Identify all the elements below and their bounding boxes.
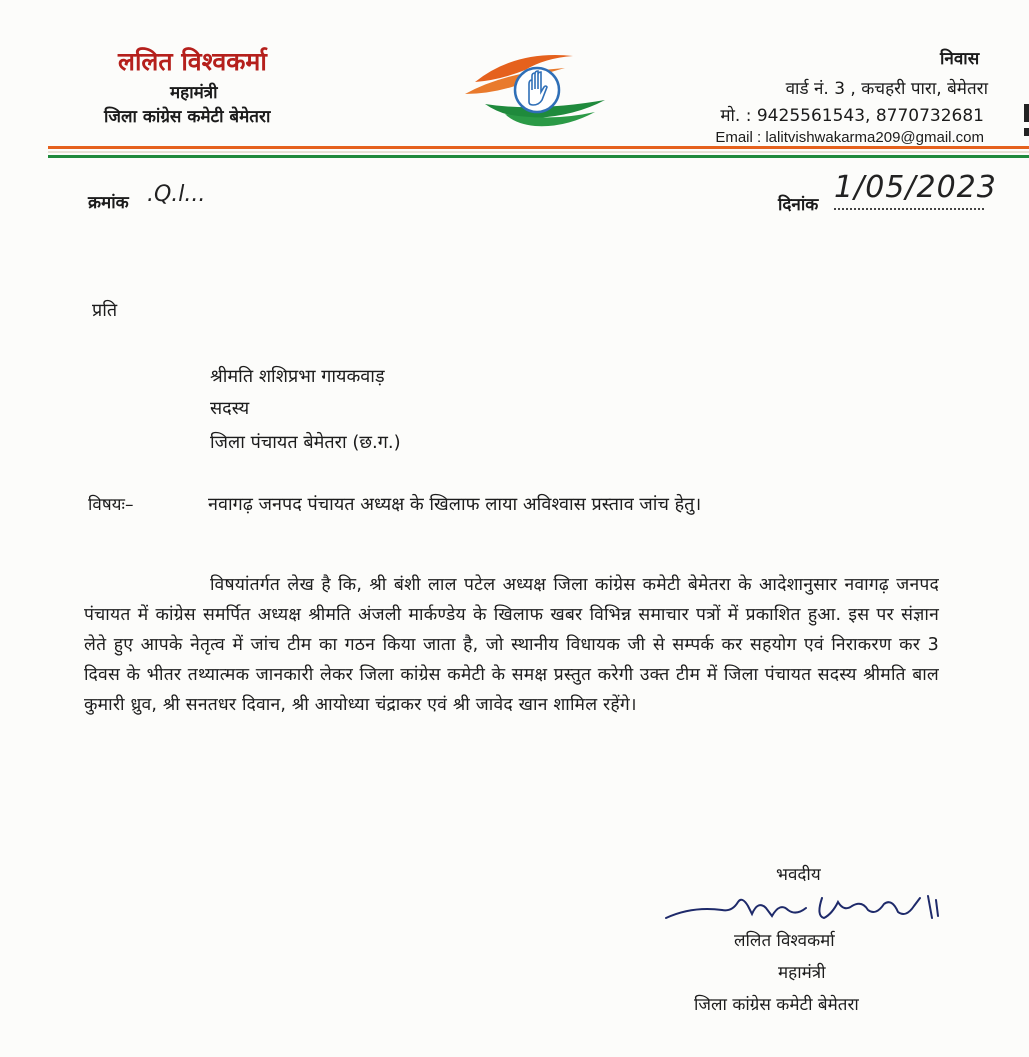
date-label: दिनांक bbox=[778, 195, 819, 215]
signatory-designation: महामंत्री bbox=[778, 963, 826, 983]
edge-mark bbox=[1024, 128, 1029, 136]
phone-numbers: मो. : 9425561543, 8770732681 bbox=[720, 106, 984, 126]
subject-text: नवागढ़ जनपद पंचायत अध्यक्ष के खिलाफ लाया अविश्वास प्रस्ताव जांच हेतु। bbox=[208, 494, 702, 515]
letter-body: विषयांतर्गत लेख है कि, श्री बंशी लाल पटेल अध्यक्ष जिला कांग्रेस कमेटी बेमेतरा के आदेशानुसार नवागढ़ जनपद पंचायत में कांग्रेस समर्पित अध्यक्ष श्रीमति अंजली मार्कण्डेय के खिलाफ खबर विभिन्न समाचार पत्रों में प्रकाशित हुआ. इस पर संज्ञान लेते हुए आपके नेतृत्व में जांच टीम का गठन किया जाता है, जो स्थानीय विधायक जी से सम्पर्क कर सहयोग एवं निराकरण कर 3 दिवस के भीतर तथ्यात्मक जानकारी लेकर जिला कांग्रेस कमेटी के समक्ष प्रस्तुत करेगी उक्त टीम में जिला पंचायत सदस्य श्रीमति बाल कुमारी ध्रुव, श्री सनतधर दिवान, श्री आयोध्या चंद्राकर एवं श्री जावेद खान शामिल रहेंगे। bbox=[84, 575, 939, 715]
reference-number: .Q.l... bbox=[147, 182, 206, 207]
recipient-place: जिला पंचायत बेमेतरा (छ.ग.) bbox=[210, 432, 401, 453]
closing: भवदीय bbox=[776, 865, 821, 885]
residence-address: वार्ड नं. 3 , कचहरी पारा, बेमेतरा bbox=[785, 79, 988, 99]
date-value: 1/05/2023 bbox=[834, 170, 997, 205]
to-label: प्रति bbox=[92, 300, 118, 321]
congress-hand-logo bbox=[455, 42, 615, 132]
signatory-organization: जिला कांग्रेस कमेटी बेमेतरा bbox=[694, 995, 859, 1015]
sender-organization: जिला कांग्रेस कमेटी बेमेतरा bbox=[104, 107, 271, 127]
white-stripe bbox=[48, 151, 1029, 153]
green-stripe bbox=[48, 155, 1029, 158]
sender-designation: महामंत्री bbox=[170, 83, 218, 103]
sender-name: ललित विश्वकर्मा bbox=[118, 47, 267, 76]
edge-mark bbox=[1024, 104, 1029, 122]
recipient-role: सदस्य bbox=[210, 398, 250, 419]
signatory-name: ललित विश्वकर्मा bbox=[734, 931, 835, 951]
email-address: Email : lalitvishwakarma209@gmail.com bbox=[715, 129, 984, 146]
subject-label: विषयः– bbox=[88, 495, 134, 515]
handwritten-signature bbox=[662, 888, 952, 930]
residence-label: निवास bbox=[940, 49, 980, 69]
saffron-stripe bbox=[48, 146, 1029, 149]
recipient-name: श्रीमति शशिप्रभा गायकवाड़ bbox=[210, 366, 385, 387]
reference-label: क्रमांक bbox=[88, 193, 129, 213]
date-underline bbox=[834, 208, 984, 210]
